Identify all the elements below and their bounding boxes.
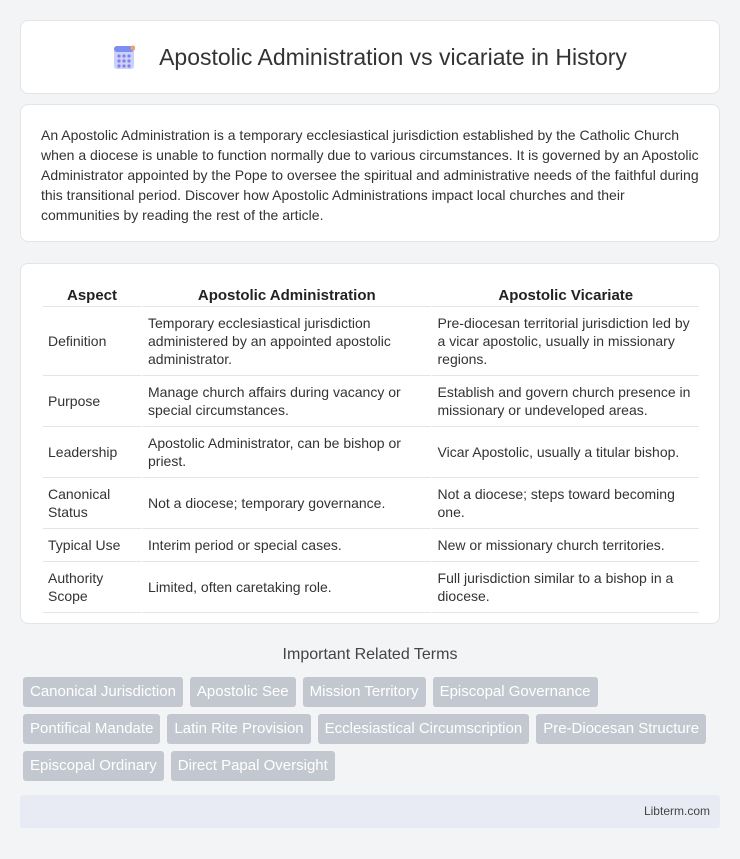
related-term-tag[interactable]: Latin Rite Provision: [167, 714, 310, 744]
related-terms-title: Important Related Terms: [282, 646, 458, 663]
related-term-tag[interactable]: Canonical Jurisdiction: [23, 677, 183, 707]
related-term-tag[interactable]: Episcopal Ordinary: [23, 751, 164, 781]
comparison-table: [43, 284, 699, 613]
document-grid-icon: [113, 44, 135, 70]
table-cell: Purpose: [43, 376, 141, 427]
footer-site-link[interactable]: Libterm.com: [643, 804, 710, 818]
table-cell: Pre-diocesan territorial jurisdiction led by a vicar apostolic, usually in missionary regions.: [431, 307, 699, 376]
table-cell: Not a diocese; steps toward becoming one.: [431, 478, 699, 529]
table-cell: Leadership: [43, 427, 141, 478]
column-header: Apostolic Vicariate: [431, 284, 699, 307]
table-cell: Manage church affairs during vacancy or special circumstances.: [141, 376, 431, 427]
table-cell: Typical Use: [43, 529, 141, 562]
table-row: [43, 307, 699, 376]
table-cell: New or missionary church territories.: [431, 529, 699, 562]
column-header: Apostolic Administration: [141, 284, 431, 307]
related-term-tag[interactable]: Apostolic See: [190, 677, 296, 707]
table-row: [43, 427, 699, 478]
related-term-tag[interactable]: Episcopal Governance: [433, 677, 598, 707]
table-cell: Authority Scope: [43, 562, 141, 613]
header-card: [20, 20, 720, 94]
related-term-tag[interactable]: Direct Papal Oversight: [171, 751, 335, 781]
table-cell: Temporary ecclesiastical jurisdiction administered by an appointed apostolic administrator.: [141, 307, 431, 376]
table-cell: Apostolic Administrator, can be bishop or priest.: [141, 427, 431, 478]
column-header: Aspect: [43, 284, 141, 307]
table-cell: Vicar Apostolic, usually a titular bishop.: [431, 427, 699, 478]
related-term-tag[interactable]: Mission Territory: [303, 677, 426, 707]
table-row: [43, 529, 699, 562]
related-term-tag[interactable]: Pre-Diocesan Structure: [536, 714, 706, 744]
table-cell: Interim period or special cases.: [141, 529, 431, 562]
table-cell: Establish and govern church presence in missionary or undeveloped areas.: [431, 376, 699, 427]
table-cell: Full jurisdiction similar to a bishop in a diocese.: [431, 562, 699, 613]
page-title: Apostolic Administration vs vicariate in History: [159, 43, 627, 70]
table-cell: Limited, often caretaking role.: [141, 562, 431, 613]
related-terms-list: [23, 677, 723, 781]
intro-text: An Apostolic Administration is a temporary ecclesiastical jurisdiction established by the Catholic Church when a diocese is unable to function normally due to various circumstances. It is governed by an Apostolic Administrator appointed by the Pope to oversee the spiritual and administrative needs of the faithful during this transitional period. Discover how Apostolic Administrations impact local churches and their communities by reading the rest of the article.: [41, 127, 699, 223]
table-row: [43, 562, 699, 613]
table-cell: Not a diocese; temporary governance.: [141, 478, 431, 529]
table-cell: Canonical Status: [43, 478, 141, 529]
footer: [20, 795, 720, 828]
related-term-tag[interactable]: Pontifical Mandate: [23, 714, 160, 744]
intro-card: [20, 104, 720, 242]
table-row: [43, 376, 699, 427]
comparison-table-card: [20, 263, 720, 624]
related-term-tag[interactable]: Ecclesiastical Circumscription: [318, 714, 530, 744]
table-header-row: [43, 284, 699, 307]
table-row: [43, 478, 699, 529]
table-cell: Definition: [43, 307, 141, 376]
